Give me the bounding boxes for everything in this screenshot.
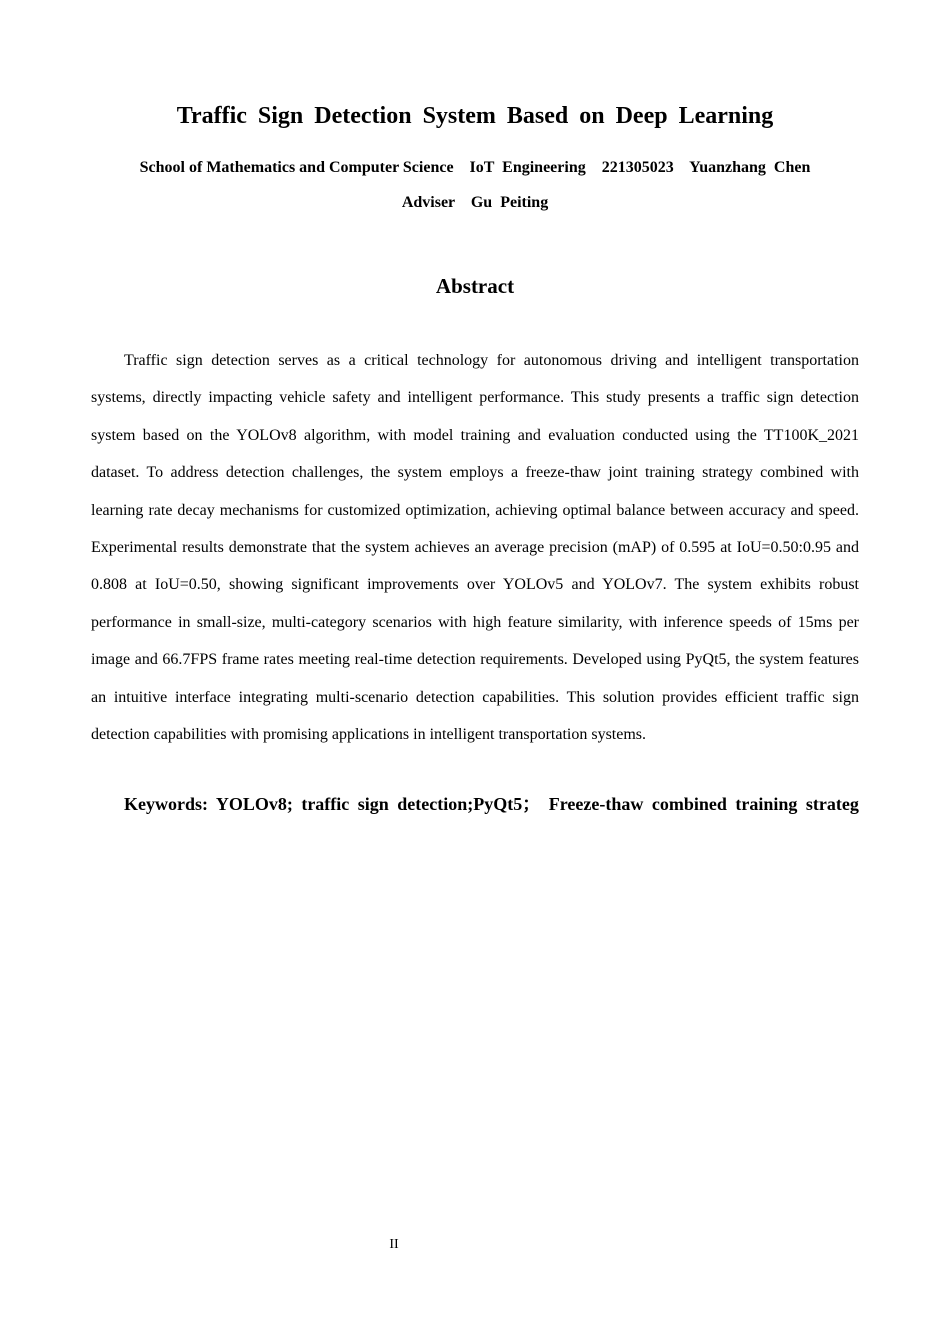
abstract-body: Traffic sign detection serves as a critical technology for autonomous driving and intelligent transportation systems, directly impacting vehicle safety and intelligent performance. This study presents a traffic sign detection system based on the YOLOv8 algorithm, with model training and evaluation conducted using the TT100K_2021 dataset. To address detection challenges, the system employs a freeze-thaw joint training strategy combined with learning rate decay mechanisms for customized optimization, achieving optimal balance between accuracy and speed. Experimental results demonstrate that the system achieves an average precision (mAP) of 0.595 at IoU=0.50:0.95 and 0.808 at IoU=0.50, showing significant improvements over YOLOv5 and YOLOv7. The system exhibits robust performance in small-size, multi-category scenarios with high feature similarity, with inference speeds of 15ms per image and 66.7FPS frame rates meeting real-time detection requirements. Developed using PyQt5, the system features an intuitive interface integrating multi-scenario detection capabilities. This solution provides efficient traffic sign detection capabilities with promising applications in intelligent transportation systems. xyxy=(91,352,859,744)
adviser-info: Adviser Gu Peiting xyxy=(401,194,549,211)
keywords: Keywords: YOLOv8; traffic sign detection;PyQt5； Freeze-thaw combined training strateg xyxy=(124,794,859,814)
author-info: School of Mathematics and Computer Science IoT Engineering 221305023 Yuanzhang Chen xyxy=(139,159,811,176)
page-number: II xyxy=(389,1237,399,1252)
abstract-heading: Abstract xyxy=(435,274,515,298)
paper-title: Traffic Sign Detection System Based on Deep Learning xyxy=(176,103,774,129)
